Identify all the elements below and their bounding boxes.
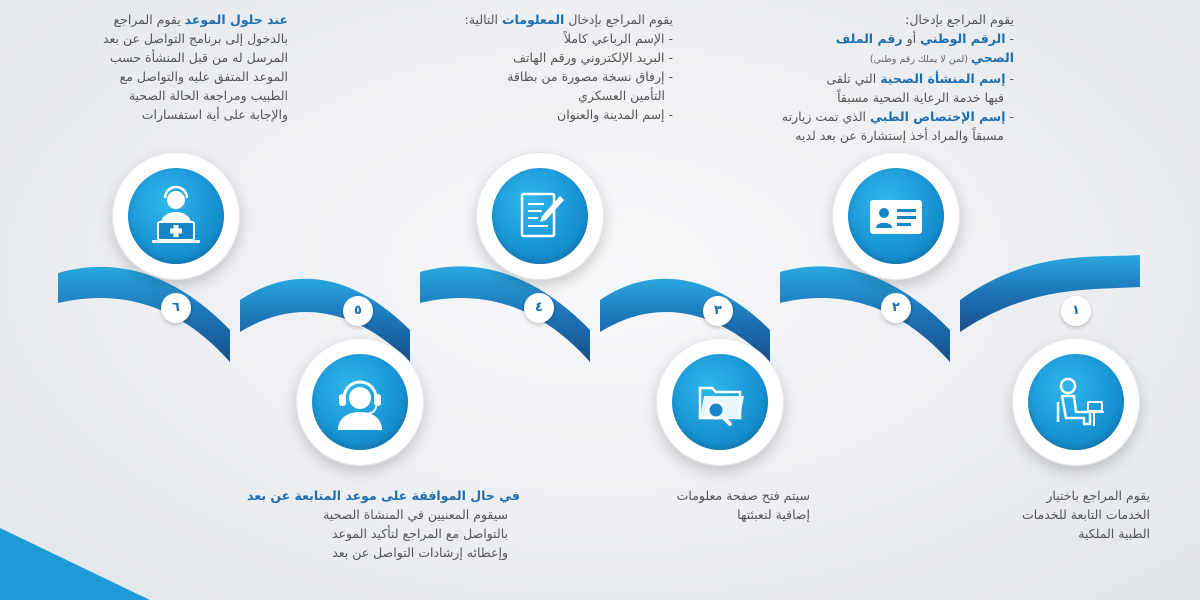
step-2-circle (832, 152, 960, 280)
step-2-highlight: الصحي (971, 50, 1014, 65)
step-4-line: التأمين العسكري (578, 88, 665, 103)
step-5-heading: في حال الموافقة على موعد المتابعة عن بعد (247, 488, 520, 503)
folder-search-icon (672, 354, 768, 450)
step-2-connector: أو (902, 31, 921, 46)
step-1-circle (1012, 338, 1140, 466)
step-2-dash: - (1005, 31, 1014, 46)
id-card-icon (848, 168, 944, 264)
step-1-line: الخدمات التابعة للخدمات (1021, 507, 1150, 522)
step-6-line: والإجابة على أية استفسارات (141, 107, 288, 122)
step-6-text (18, 10, 288, 124)
person-at-laptop-icon (1028, 354, 1124, 450)
step-5-text (198, 486, 520, 562)
ribbon-segment-5 (780, 266, 950, 362)
step-5-line: سيقوم المعنيين في المنشاة الصحية (323, 507, 508, 522)
step-6-number: ٦ (161, 293, 191, 323)
corner-accent (0, 528, 150, 600)
step-4-text (398, 10, 673, 124)
step-6-line: المرسل له من قبل المنشأة حسب (109, 50, 288, 65)
step-4-line: - إسم المدينة والعنوان (557, 107, 673, 122)
step-6-line: الموعد المتفق عليه والتواصل مع (119, 69, 288, 84)
step-2-dash: - (1005, 109, 1014, 124)
step-2-line: مسبقاً والمراد أخذ إستشارة عن بعد لديه (795, 128, 1004, 143)
step-2-intro: يقوم المراجع بإدخال: (905, 12, 1014, 27)
doctor-telemedicine-icon (128, 168, 224, 264)
ribbon-segment-6 (960, 255, 1140, 332)
step-1-line: يقوم المراجع باختيار (1046, 488, 1150, 503)
step-6-heading-rest: يقوم المراجع (113, 12, 185, 27)
step-4-line: - الإسم الرباعي كاملاً (563, 31, 673, 46)
step-1-line: الطبية الملكية (1078, 526, 1150, 541)
step-4-circle (476, 152, 604, 280)
step-5-line: وإعطائه إرشادات التواصل عن بعد (332, 545, 508, 560)
step-6-circle (112, 152, 240, 280)
step-2-highlight: إسم المنشأة الصحية (880, 71, 1006, 86)
step-2-highlight: رقم الملف (835, 31, 903, 46)
ribbon-segment-1 (58, 267, 230, 362)
step-4-intro-end: التالية: (464, 12, 502, 27)
step-4-intro: يقوم المراجع بإدخال (564, 12, 673, 27)
step-4-line: - البريد الإلكتروني ورقم الهاتف (513, 50, 673, 65)
headset-agent-icon (312, 354, 408, 450)
step-1-number: ١ (1061, 296, 1091, 326)
step-3-line: سيتم فتح صفحة معلومات (676, 488, 810, 503)
step-3-number: ٣ (703, 296, 733, 326)
ribbon-segment-3 (420, 266, 590, 362)
step-2-dash: - (1005, 71, 1014, 86)
step-2-line: الذي تمت زيارته (781, 109, 870, 124)
step-2-note: (لمن لا يملك رقم وطني) (869, 54, 972, 65)
step-5-line: بالتواصل مع المراجع لتأكيد الموعد (331, 526, 508, 541)
step-4-intro-highlight: المعلومات (501, 12, 565, 27)
step-6-line: بالدخول إلى برنامج التواصل عن بعد (102, 31, 288, 46)
step-2-highlight: الرقم الوطني (920, 31, 1006, 46)
step-6-heading: عند حلول الموعد (184, 12, 288, 27)
step-5-number: ٥ (343, 296, 373, 326)
step-2-highlight: إسم الإختصاص الطبي (869, 109, 1006, 124)
step-2-line: التي تلقى (826, 71, 881, 86)
step-6-line: الطبيب ومراجعة الحالة الصحية (128, 88, 288, 103)
step-4-line: - إرفاق نسخة مصورة من بطاقة (507, 69, 673, 84)
step-2-number: ٢ (881, 293, 911, 323)
step-1-text (960, 486, 1150, 543)
step-3-line: إضافية لتعبئتها (737, 507, 810, 522)
step-3-text (600, 486, 810, 524)
step-2-text (712, 10, 1014, 145)
step-3-circle (656, 338, 784, 466)
step-4-number: ٤ (524, 293, 554, 323)
form-edit-icon (492, 168, 588, 264)
step-5-circle (296, 338, 424, 466)
step-2-line: فيها خدمة الرعاية الصحية مسبقاً (837, 90, 1004, 105)
